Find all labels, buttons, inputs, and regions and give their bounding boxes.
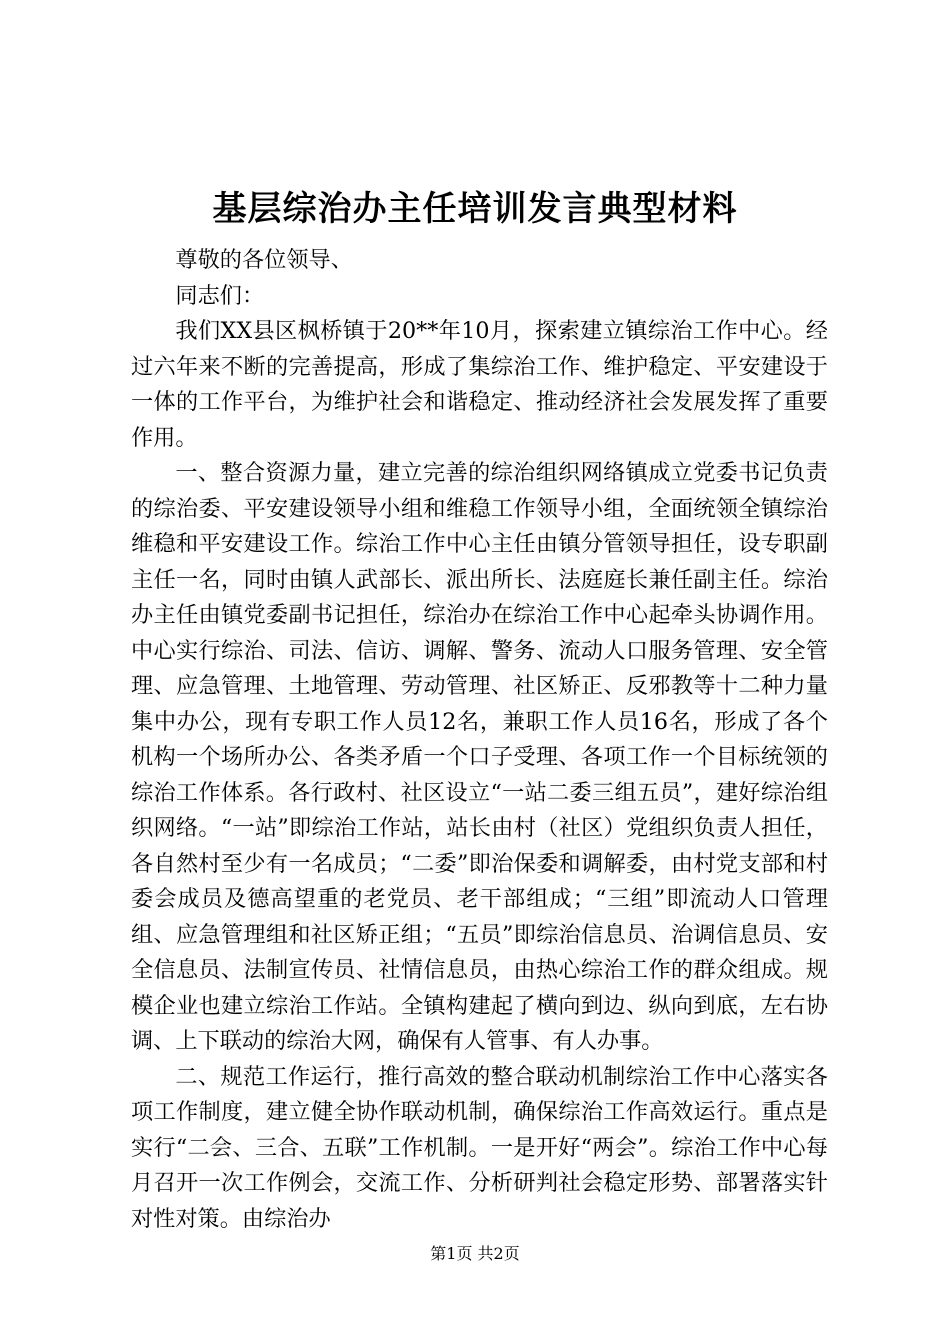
salutation-line-2: 同志们： xyxy=(175,282,265,309)
paragraph-section-1: 一、整合资源力量，建立完善的综治组织网络镇成立党委书记负责的综治委、平安建设领导小组和维稳工作领导小组，全面统领全镇综治维稳和平安建设工作。综治工作中心主任由镇分管领导担任，设专职副主任一名，同时由镇人武部长、派出所长、法庭庭长兼任副主任。综治办主任由镇党委副书记担任，综治办在综治工作中心起牵头协调作用。中心实行综治、司法、信访、调解、警务、流动人口服务管理、安全管理、应急管理、土地管理、劳动管理、社区矫正、反邪教等十二种力量集中办公，现有专职工作人员12名，兼职工作人员16名，形成了各个机构一个场所办公、各类矛盾一个口子受理、各项工作一个目标统领的综治工作体系。各行政村、社区设立“一站二委三组五员”，建好综治组织网络。“一站”即综治工作站，站长由村（社区）党组织负责人担任，各自然村至少有一名成员；“二委”即治保委和调解委，由村党支部和村委会成员及德高望重的老党员、老干部组成；“三组”即流动人口管理组、应急管理组和社区矫正组；“五员”即综治信息员、治调信息员、安全信息员、法制宣传员、社情信息员，由热心综治工作的群众组成。规模企业也建立综治工作站。全镇构建起了横向到边、纵向到底，左右协调、上下联动的综治大网，确保有人管事、有人办事。 xyxy=(131,460,828,1054)
paragraph-intro: 我们XX县区枫桥镇于20**年10月，探索建立镇综治工作中心。经过六年来不断的完善提高，形成了集综治工作、维护稳定、平安建设于一体的工作平台，为维护社会和谐稳定、推动经济社会发展发挥了重要作用。 xyxy=(131,318,828,451)
document-title: 基层综治办主任培训发言典型材料 xyxy=(212,189,738,229)
page-number-footer: 第1页 共2页 xyxy=(430,1244,520,1263)
document-body xyxy=(131,243,828,1237)
salutation-line-1: 尊敬的各位领导、 xyxy=(175,247,353,273)
paragraph-section-2: 二、规范工作运行，推行高效的整合联动机制综治工作中心落实各项工作制度，建立健全协作联动机制，确保综治工作高效运行。重点是实行“二会、三合、五联”工作机制。一是开好“两会”。综治工作中心每月召开一次工作例会，交流工作、分析研判社会稳定形势、部署落实针对性对策。由综治办 xyxy=(131,1063,828,1232)
